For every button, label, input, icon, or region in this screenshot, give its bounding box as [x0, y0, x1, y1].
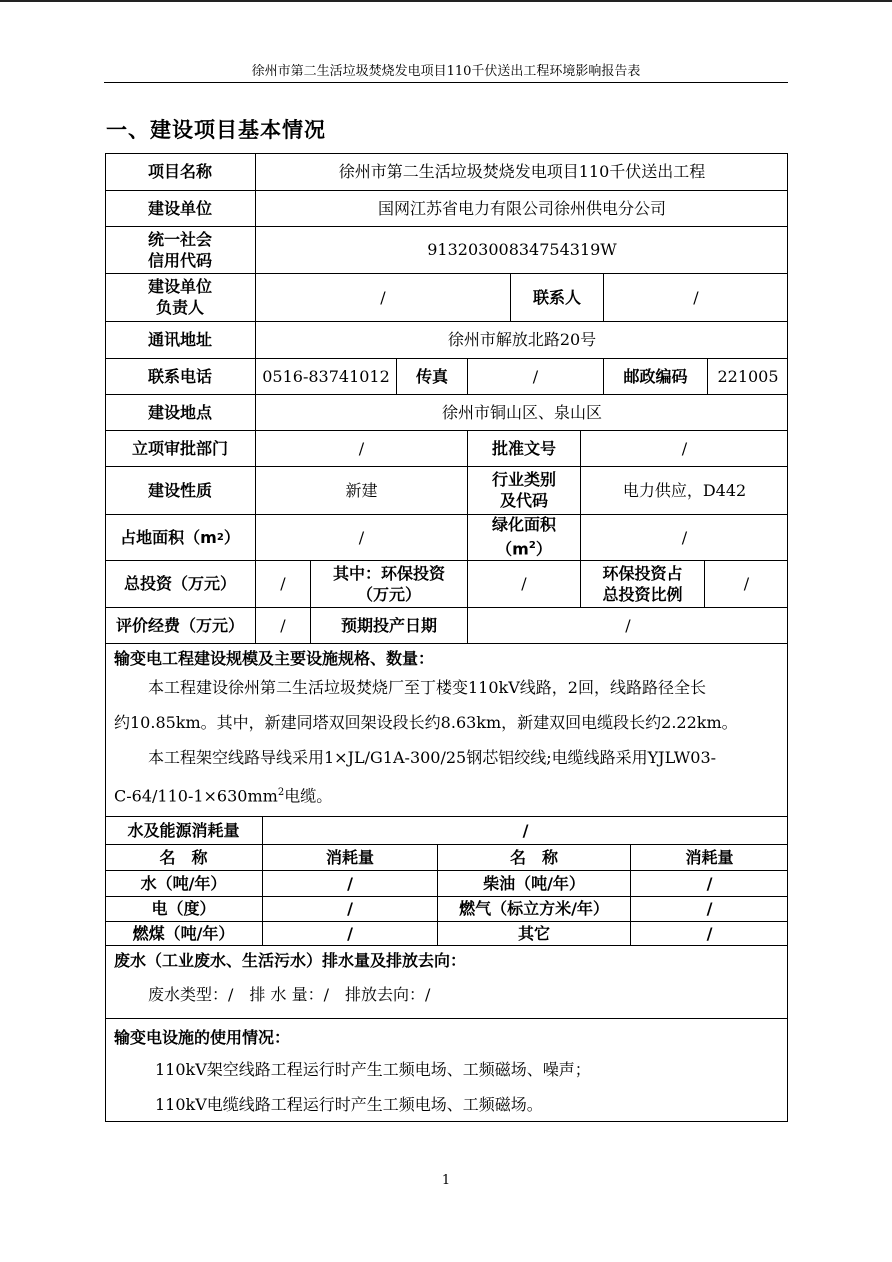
- usage-line1: 110kV架空线路工程运行时产生工频电场、工频磁场、噪声；: [155, 1060, 591, 1079]
- evaluation-value: /: [280, 615, 286, 635]
- green-sup: 2: [528, 540, 536, 552]
- scale-p2-sup: 2: [277, 787, 285, 798]
- scale-p2-line2-b: 电缆。: [284, 786, 333, 806]
- energy-item-amount: /: [347, 923, 353, 943]
- wastewater-text: 废水类型：/ 排 水 量：/ 排放去向：/: [148, 985, 431, 1004]
- usage-title: 输变电设施的使用情况：: [114, 1028, 291, 1047]
- ratio-label-line2: 总投资比例: [602, 584, 683, 604]
- address-value: 徐州市解放北路20号: [447, 330, 597, 349]
- ratio-value: /: [743, 574, 750, 593]
- credit-code-value: 91320300834754319W: [427, 240, 617, 259]
- credit-code-label-line2: 信用代码: [147, 250, 212, 270]
- fax-value: /: [532, 366, 539, 386]
- scale-p2-line1: 本工程架空线路导线采用1×JL/G1A-300/25钢芯铝绞线;电缆线路采用YJLW03-: [148, 748, 717, 767]
- energy-item-amount2: /: [706, 923, 713, 943]
- energy-item-name2: 柴油（吨/年）: [483, 873, 585, 893]
- area-value: /: [358, 527, 365, 547]
- green-label-line2: [496, 535, 552, 559]
- production-date-value: /: [625, 615, 631, 635]
- scale-p2-line2-a: C-64/110-1×630mm: [114, 786, 278, 806]
- approval-doc-label: 批准文号: [491, 438, 556, 458]
- row-divider: [105, 1018, 788, 1019]
- address-label: 通讯地址: [147, 330, 212, 349]
- usage-line2: 110kV电缆线路工程运行时产生工频电场、工频磁场。: [155, 1095, 543, 1114]
- nature-label: 建设性质: [147, 480, 212, 500]
- green-end: ）: [535, 539, 552, 559]
- fax-label: 传真: [415, 366, 448, 386]
- green-label: [468, 514, 580, 560]
- zip-label: 邮政编码: [623, 366, 688, 386]
- page-header: 徐州市第二生活垃圾焚烧发电项目110千伏送出工程环境影响报告表: [251, 64, 641, 79]
- industry-value: 电力供应，D442: [622, 480, 747, 500]
- energy-item-name2: 燃气（标立方米/年）: [459, 899, 609, 918]
- area-label-text: 占地面积（m: [120, 527, 217, 547]
- credit-code-label-line1: 统一社会: [147, 229, 212, 249]
- header-rule: [104, 82, 788, 83]
- investment-label: 总投资（万元）: [123, 574, 236, 593]
- production-date-label: 预期投产日期: [340, 615, 437, 635]
- credit-code-label: [105, 226, 255, 273]
- project-name-label: 项目名称: [147, 162, 212, 181]
- row-divider: [105, 643, 788, 644]
- env-investment-value: /: [521, 574, 527, 593]
- env-investment-line2: （万元）: [356, 584, 421, 604]
- green-unit: （m: [496, 539, 529, 559]
- builder-label: 建设单位: [147, 198, 212, 218]
- industry-label: [468, 466, 580, 514]
- energy-item-name: 电（度）: [151, 899, 216, 918]
- scale-p1-line2: 约10.85km。其中，新建同塔双回架设段长约8.63km，新建双回电缆段长约2.22km。: [114, 713, 738, 732]
- wastewater-title: 废水（工业废水、生活污水）排水量及排放去向：: [114, 951, 467, 970]
- page-number: 1: [441, 1173, 451, 1188]
- energy-item-amount: /: [347, 873, 353, 893]
- env-investment-line1: 其中：环保投资: [332, 563, 445, 583]
- energy-col-amount: 消耗量: [325, 847, 374, 867]
- phone-label: 联系电话: [147, 366, 212, 386]
- energy-item-name: 燃煤（吨/年）: [132, 923, 235, 943]
- ratio-label-line1: 环保投资占: [602, 563, 683, 583]
- approval-value: /: [358, 438, 365, 458]
- person-label-line1: 建设单位: [147, 277, 212, 296]
- zip-value: 221005: [717, 366, 779, 386]
- project-name-value: 徐州市第二生活垃圾焚烧发电项目110千伏送出工程: [338, 162, 706, 181]
- nature-value: 新建: [345, 480, 378, 500]
- area-label-sup: 2: [216, 531, 224, 543]
- energy-item-amount2: /: [706, 873, 713, 893]
- top-border: [0, 0, 892, 2]
- location-value: 徐州市铜山区、泉山区: [441, 402, 602, 422]
- approval-doc-value: /: [681, 438, 688, 458]
- scale-p2-line2: [114, 775, 332, 813]
- industry-label-line1: 行业类别: [491, 470, 556, 489]
- energy-item-name: 水（吨/年）: [140, 873, 227, 893]
- energy-item-name2: 其它: [517, 923, 550, 943]
- area-label-end: ）: [223, 527, 240, 547]
- energy-value: /: [522, 820, 529, 840]
- row-divider: [105, 945, 788, 946]
- evaluation-label: 评价经费（万元）: [115, 615, 244, 635]
- contact-label: 联系人: [532, 287, 581, 307]
- approval-label: 立项审批部门: [131, 438, 228, 458]
- person-label-line2: 负责人: [155, 298, 204, 317]
- energy-col-name: 名 称: [159, 847, 208, 867]
- energy-col-amount2: 消耗量: [685, 847, 734, 867]
- scale-p1-line1: 本工程建设徐州第二生活垃圾焚烧厂至丁楼变110kV线路，2回，线路路径全长: [148, 678, 706, 697]
- green-label-line1: 绿化面积: [491, 515, 556, 535]
- person-value: /: [380, 287, 386, 307]
- ratio-label: [581, 560, 704, 607]
- phone-value: 0516-83741012: [262, 366, 390, 386]
- person-label: [105, 273, 255, 321]
- energy-label: 水及能源消耗量: [127, 820, 240, 840]
- area-label: [105, 514, 255, 560]
- contact-value: /: [693, 287, 699, 307]
- energy-item-amount2: /: [706, 899, 713, 918]
- builder-value: 国网江苏省电力有限公司徐州供电分公司: [377, 198, 666, 218]
- section-title: 一、建设项目基本情况: [106, 118, 326, 142]
- location-label: 建设地点: [147, 402, 212, 422]
- green-value: /: [681, 527, 688, 547]
- investment-value: /: [280, 574, 286, 593]
- industry-label-line2: 及代码: [499, 491, 548, 510]
- energy-item-amount: /: [347, 899, 353, 918]
- energy-col-name2: 名 称: [509, 847, 558, 867]
- env-investment-label: [311, 560, 467, 607]
- scale-title: 输变电工程建设规模及主要设施规格、数量：: [114, 649, 435, 668]
